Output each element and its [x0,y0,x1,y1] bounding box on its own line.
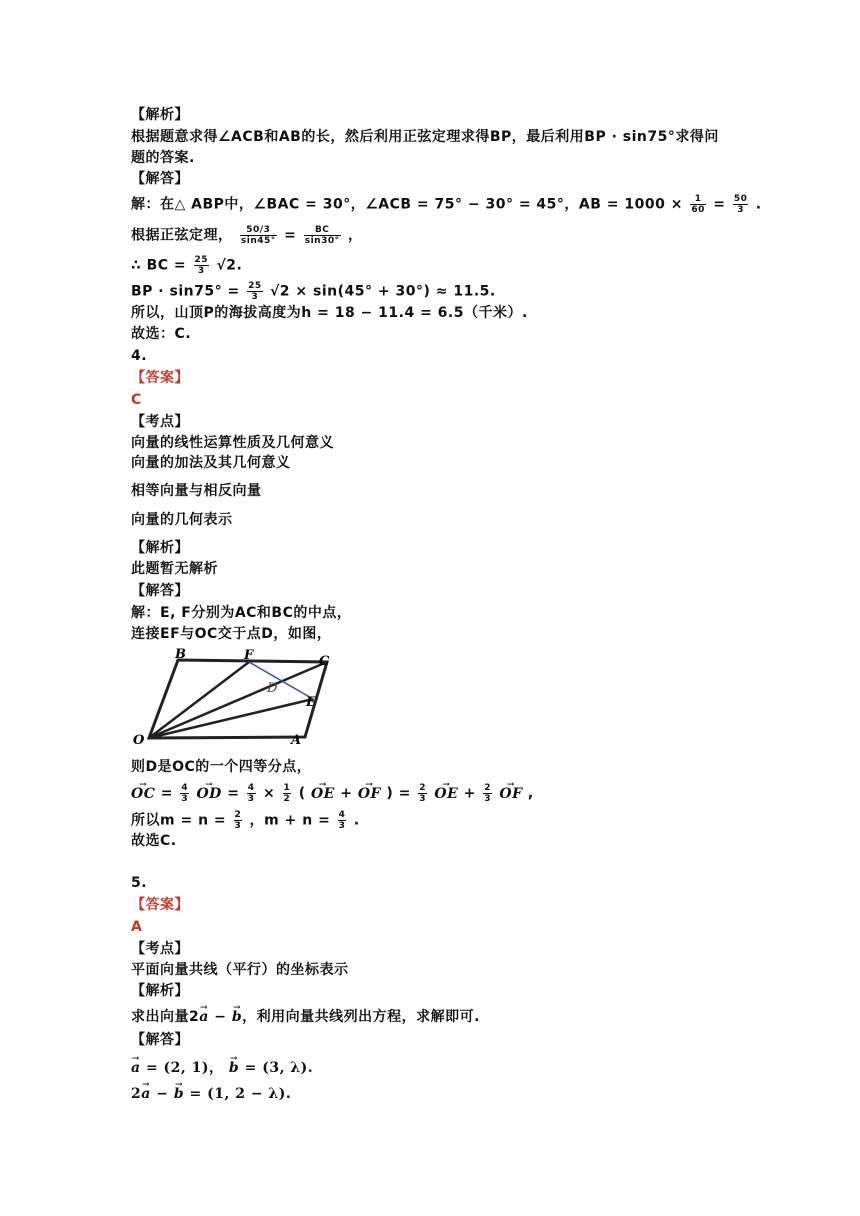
fraction-num: 25 [194,255,209,265]
fraction [733,194,749,215]
fraction-num: 4 [247,783,255,793]
fraction-den: 3 [234,821,242,831]
equation-text: + [463,785,476,802]
fraction-den: 3 [247,794,255,804]
vector-a: → a [199,1007,209,1027]
solution-line [131,810,360,831]
solution-line4 [131,281,496,302]
solution-text: . [353,812,360,829]
knowledge-point-heading: 【考点】 [131,414,189,430]
vector-of: → OF [499,784,522,804]
solution-line: 解：E, F分别为AC和BC的中点， [131,605,352,621]
label-d: D [267,681,278,696]
solution-line: 连接EF与OC交于点D，如图， [131,626,332,642]
fraction [283,783,292,804]
equation-text: = [160,785,173,802]
fraction-num: 1 [283,783,291,793]
vector-od: → OD [196,784,221,804]
solution-text: = (1, 2 − λ). [189,1086,292,1102]
solution-text: = (3, λ). [244,1060,314,1076]
fraction [240,225,277,246]
fraction [483,783,492,804]
fraction-den: sin30° [304,236,340,246]
answer-heading: 【解答】 [131,583,189,599]
solution-text: 根据正弦定理， [131,227,233,244]
solution-text: . [755,196,762,213]
solution-line6: 故选：C. [131,326,192,342]
equation-text: = [227,785,240,802]
solution-line [131,1084,291,1104]
fraction [247,783,256,804]
fraction-num: 2 [484,783,491,793]
analysis-heading: 【解析】 [131,540,189,556]
analysis-span: 求出向量2 [131,1009,200,1025]
vector-b: → b [229,1058,239,1078]
fraction [194,255,210,276]
fraction-den: 2 [283,794,291,804]
solution-line: 则D是OC的一个四等分点， [131,759,312,775]
equation-text: + [340,785,353,802]
solution-text: ， [347,227,363,244]
question-number: 5. [131,875,148,891]
label-e: E [306,695,316,710]
knowledge-point: 平面向量共线（平行）的坐标表示 [131,962,349,978]
segment-ef [249,662,313,699]
answer-label: 【答案】 [131,897,189,913]
label-b: B [175,647,186,662]
fraction-den: 3 [181,794,189,804]
answer-heading: 【解答】 [131,171,189,187]
answer-label: 【答案】 [131,370,189,386]
fraction [418,783,427,804]
label-c: C [319,654,330,669]
equation-text: , [527,785,534,802]
fraction-num: 25 [248,281,262,291]
solution-line: 故选C. [131,833,177,849]
fraction-den: 3 [484,794,491,804]
analysis-text: 此题暂无解析 [131,561,218,577]
solution-line1 [131,194,762,215]
equation-text: × [262,785,276,802]
fraction-num: 50 [733,194,748,204]
fraction-den: 3 [737,205,744,215]
solution-text: ，m + n = [249,812,331,829]
fraction [690,194,706,215]
fraction [234,810,243,831]
fraction-num: 1 [690,194,706,205]
solution-line2 [131,225,362,246]
solution-text: √2 × sin(45° + 30°) ≈ 11.5. [269,283,496,300]
fraction [247,281,263,302]
label-f: F [244,648,254,663]
solution-text: 2 [131,1086,142,1102]
solution-text: = [284,227,297,244]
vector-b: → b [232,1007,242,1027]
solution-text: − [150,1086,174,1102]
fraction [338,810,347,831]
vector-oe: → OE [311,784,335,804]
solution-line [131,1058,313,1078]
fraction-num: 50/3 [240,225,277,236]
solution-text: BP · sin75° = [131,283,240,300]
analysis-span: ，利用向量共线列出方程，求解即可. [242,1009,480,1025]
vector-equation [131,783,534,804]
solution-text: 解：在△ ABP中，∠BAC = 30°，∠ACB = 75° − 30° = 45°，AB = 1000 × [131,196,683,213]
fraction-den: 3 [197,266,205,276]
vector-a: → a [131,1058,141,1078]
fraction-num: 4 [338,810,346,820]
segment-oc [149,662,327,738]
fraction-den: 60 [691,205,705,215]
question-number: 4. [131,348,148,364]
fraction [180,783,189,804]
vector-a: → a [141,1084,151,1104]
equation-text: ) = [386,785,411,802]
analysis-text-line2: 题的答案. [131,150,195,166]
solution-text: √2. [216,257,243,274]
fraction-num: 2 [419,783,426,793]
analysis-heading: 【解析】 [131,983,189,999]
knowledge-point-heading: 【考点】 [131,941,189,957]
knowledge-point: 相等向量与相反向量 [131,483,262,499]
parallelogram-figure [131,646,341,746]
fraction [304,225,341,246]
solution-line5: 所以，山顶P的海拔高度为h = 18 − 11.4 = 6.5（千米）. [131,305,528,321]
solution-text: = (2, 1)， [145,1060,224,1076]
solution-line3 [131,255,242,276]
knowledge-point: 向量的加法及其几何意义 [131,455,291,471]
label-a: A [291,733,302,746]
fraction-den: sin45° [240,236,276,246]
solution-text: ∴ BC = [131,257,187,274]
analysis-text [131,1007,480,1027]
knowledge-point: 向量的线性运算性质及几何意义 [131,435,334,451]
knowledge-point: 向量的几何表示 [131,512,233,528]
equation-text: ( [298,785,306,802]
fraction-den: 3 [419,794,426,804]
analysis-text-line1: 根据题意求得∠ACB和AB的长，然后利用正弦定理求得BP，最后利用BP · sin75°求得问 [131,129,719,145]
fraction-den: 3 [251,292,259,302]
answer-value: C [131,392,142,408]
vector-oc: → OC [131,784,155,804]
fraction-den: 3 [338,821,346,831]
analysis-span: − [208,1009,232,1025]
fraction-num: 4 [181,783,189,793]
fraction-num: 2 [234,810,242,820]
label-o: O [133,733,145,746]
analysis-heading: 【解析】 [131,107,189,123]
vector-of: → OF [358,784,381,804]
answer-value: A [131,919,143,935]
answer-heading: 【解答】 [131,1032,189,1048]
solution-text: = [713,196,726,213]
vector-oe: → OE [434,784,458,804]
vector-b: → b [174,1084,184,1104]
solution-text: 所以m = n = [131,812,227,829]
fraction-num: BC [304,225,341,236]
